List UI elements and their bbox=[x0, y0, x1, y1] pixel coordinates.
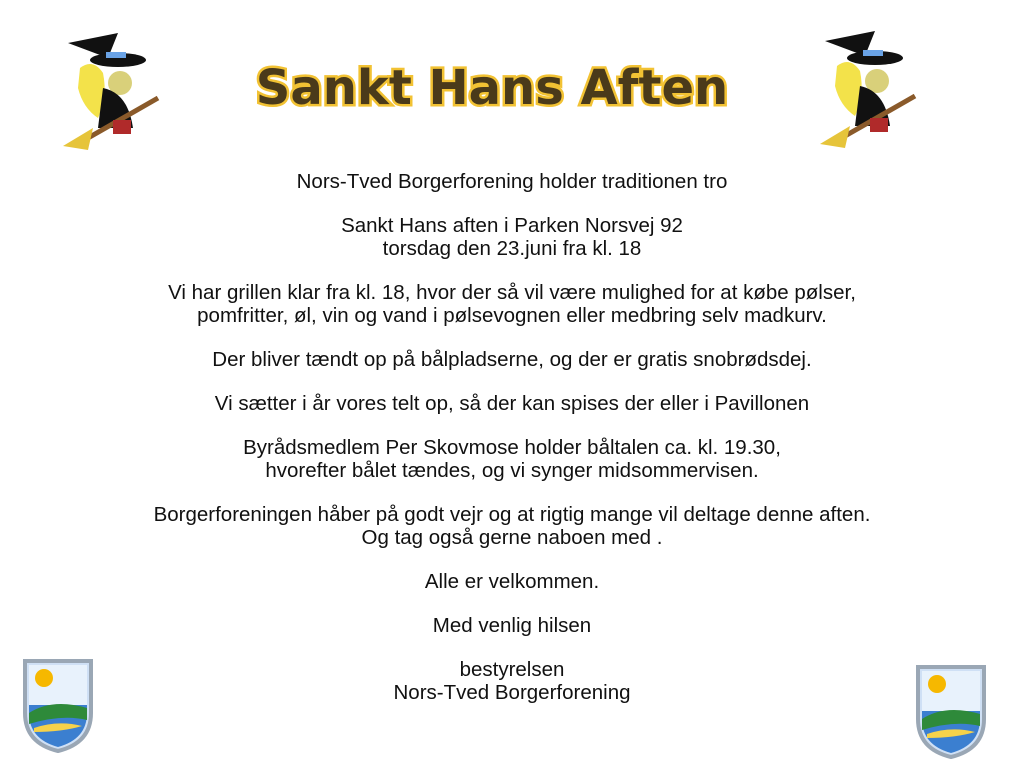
weather-line-1: Borgerforeningen håber på godt vejr og at rigtig mange vil deltage denne aften. bbox=[153, 503, 871, 526]
witch-on-broom-icon bbox=[58, 28, 168, 153]
grill-line-1: Vi har grillen klar fra kl. 18, hvor der så vil være mulighed for at købe pølser, bbox=[168, 281, 856, 304]
grill-line-2: pomfritter, øl, vin og vand i pølsevognen eller medbring selv madkurv. bbox=[197, 304, 827, 327]
tent-line: Vi sætter i år vores telt op, så der kan spises der eller i Pavillonen bbox=[214, 392, 810, 415]
intro-line: Nors-Tved Borgerforening holder traditionen tro bbox=[296, 170, 728, 193]
signature-line-1: bestyrelsen bbox=[459, 658, 565, 681]
event-place-line: Sankt Hans aften i Parken Norsvej 92 bbox=[341, 214, 683, 237]
page-title-banner bbox=[215, 58, 770, 118]
greeting-line: Med venlig hilsen bbox=[432, 614, 592, 637]
coat-of-arms-icon bbox=[22, 658, 94, 754]
welcome-line: Alle er velkommen. bbox=[424, 570, 600, 593]
page-title-graphic bbox=[215, 58, 770, 118]
page-title: Sankt Hans Aften bbox=[255, 60, 729, 116]
letter-body bbox=[60, 170, 964, 704]
bonfire-line: Der bliver tændt op på bålpladserne, og der er gratis snobrødsdej. bbox=[212, 348, 812, 371]
speech-line-2: hvorefter bålet tændes, og vi synger midsommervisen. bbox=[265, 459, 759, 482]
event-date-line: torsdag den 23.juni fra kl. 18 bbox=[382, 237, 642, 260]
witch-on-broom-icon bbox=[815, 26, 925, 151]
weather-line-2: Og tag også gerne naboen med . bbox=[361, 526, 663, 549]
coat-of-arms-icon bbox=[915, 664, 987, 760]
signature-line-2: Nors-Tved Borgerforening bbox=[393, 681, 631, 704]
speech-line-1: Byrådsmedlem Per Skovmose holder båltalen ca. kl. 19.30, bbox=[243, 436, 781, 459]
